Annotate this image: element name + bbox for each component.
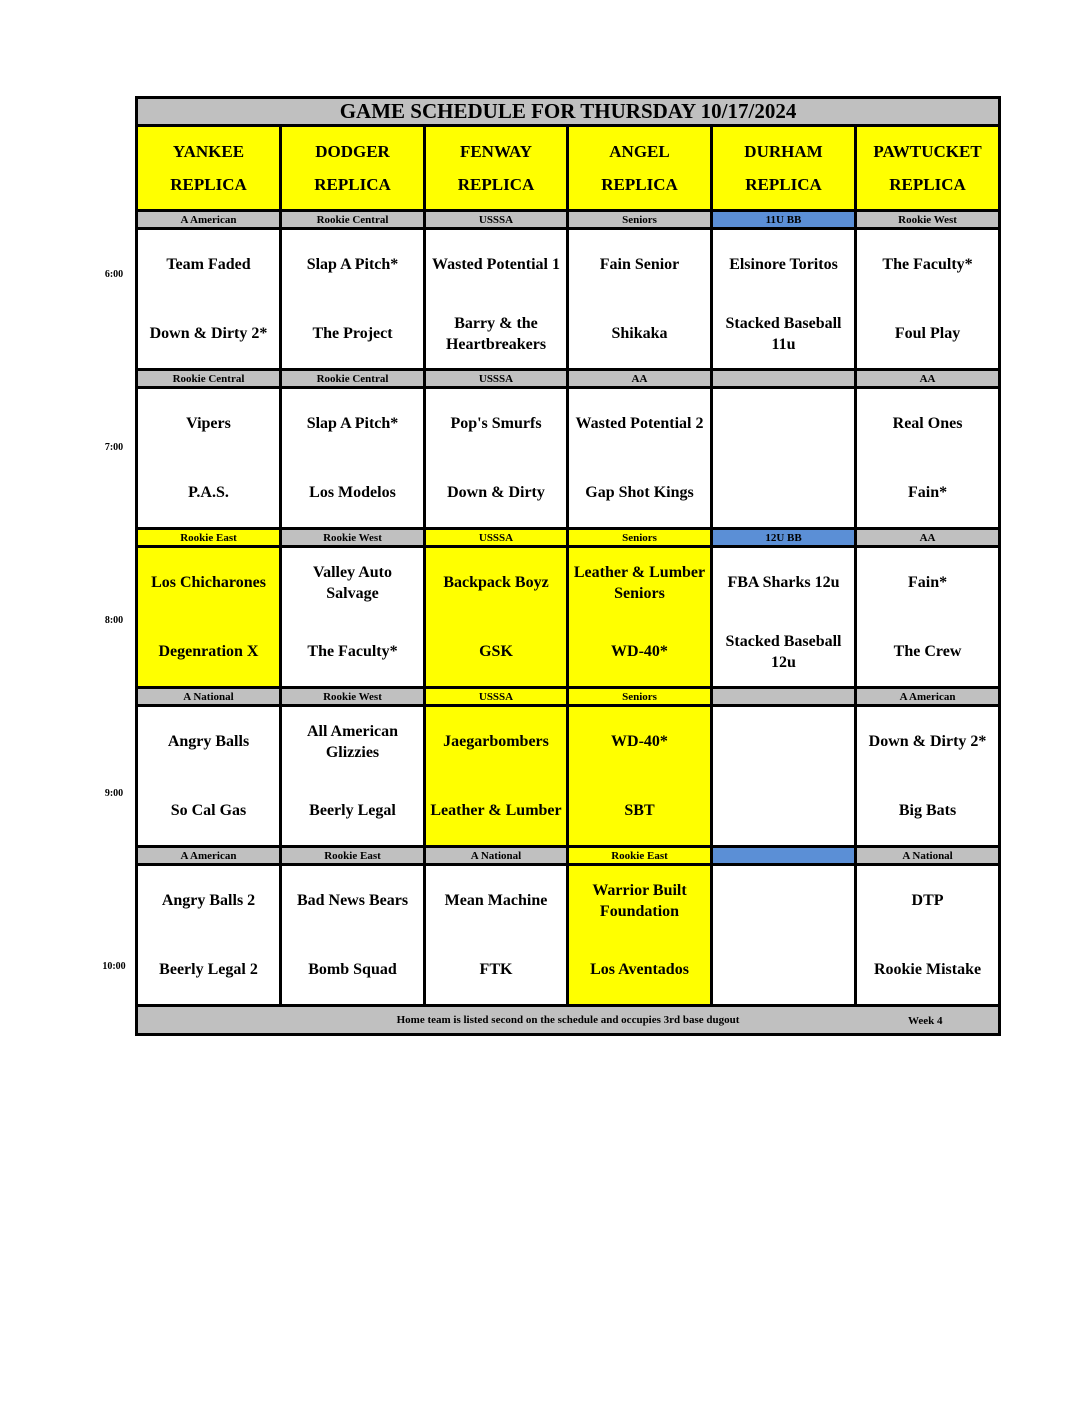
home-team: Gap Shot Kings <box>568 458 712 529</box>
home-team: SBT <box>568 776 712 847</box>
division-label: Rookie West <box>856 211 1000 229</box>
home-team: So Cal Gas <box>137 776 281 847</box>
home-team: The Faculty* <box>281 617 425 688</box>
field-header-fenway <box>425 126 568 211</box>
home-team: Shikaka <box>568 299 712 370</box>
field-sub: REPLICA <box>745 175 822 194</box>
field-header-angel <box>568 126 712 211</box>
division-label: A American <box>856 688 1000 706</box>
field-header-yankee <box>137 126 281 211</box>
home-team: Foul Play <box>856 299 1000 370</box>
away-team: Elsinore Toritos <box>712 229 856 300</box>
away-team: Jaegarbombers <box>425 706 568 777</box>
away-team: Valley Auto Salvage <box>281 547 425 618</box>
division-label: USSSA <box>425 370 568 388</box>
away-team: Backpack Boyz <box>425 547 568 618</box>
field-name: YANKEE <box>172 142 245 161</box>
home-team: The Project <box>281 299 425 370</box>
home-team: Down & Dirty <box>425 458 568 529</box>
time-column <box>0 0 130 1408</box>
home-team: GSK <box>425 617 568 688</box>
division-label: USSSA <box>425 529 568 547</box>
home-team: Barry & the Heartbreakers <box>425 299 568 370</box>
schedule-title: GAME SCHEDULE FOR THURSDAY 10/17/2024 <box>137 98 1000 126</box>
field-name: ANGEL <box>609 142 670 161</box>
field-name: FENWAY <box>459 142 533 161</box>
week-label: Week 4 <box>908 1015 943 1027</box>
away-team <box>712 865 856 936</box>
away-team: Slap A Pitch* <box>281 229 425 300</box>
field-sub: REPLICA <box>314 175 391 194</box>
division-label: AA <box>568 370 712 388</box>
home-team: Leather & Lumber <box>425 776 568 847</box>
home-team: The Crew <box>856 617 1000 688</box>
time-label: 10:00 <box>102 961 126 972</box>
division-label: Rookie Central <box>281 211 425 229</box>
away-team: Bad News Bears <box>281 865 425 936</box>
division-label: USSSA <box>425 211 568 229</box>
away-team <box>712 388 856 459</box>
division-label <box>712 688 856 706</box>
away-team: Angry Balls 2 <box>137 865 281 936</box>
away-team: Wasted Potential 2 <box>568 388 712 459</box>
division-label: Rookie West <box>281 688 425 706</box>
division-label: Rookie East <box>281 847 425 865</box>
field-name: DURHAM <box>744 142 823 161</box>
division-label: Seniors <box>568 688 712 706</box>
home-team: Los Aventados <box>568 935 712 1006</box>
home-team: Stacked Baseball 12u <box>712 617 856 688</box>
field-header-durham <box>712 126 856 211</box>
home-team: Big Bats <box>856 776 1000 847</box>
home-team: Bomb Squad <box>281 935 425 1006</box>
away-team: Team Faded <box>137 229 281 300</box>
time-label: 8:00 <box>104 615 124 626</box>
home-team: Down & Dirty 2* <box>137 299 281 370</box>
field-header-dodger <box>281 126 425 211</box>
away-team: WD-40* <box>568 706 712 777</box>
away-team: Warrior Built Foundation <box>568 865 712 936</box>
schedule-footer <box>137 1006 1000 1035</box>
division-label: Rookie Central <box>137 370 281 388</box>
away-team: Los Chicharones <box>137 547 281 618</box>
time-label: 6:00 <box>104 269 124 280</box>
home-team <box>712 935 856 1006</box>
division-label: A American <box>137 847 281 865</box>
division-label: Rookie West <box>281 529 425 547</box>
home-team: Rookie Mistake <box>856 935 1000 1006</box>
away-team: All American Glizzies <box>281 706 425 777</box>
away-team: Vipers <box>137 388 281 459</box>
division-label: A National <box>425 847 568 865</box>
division-label: 12U BB <box>712 529 856 547</box>
home-team: WD-40* <box>568 617 712 688</box>
away-team: Fain* <box>856 547 1000 618</box>
division-label: USSSA <box>425 688 568 706</box>
away-team: Angry Balls <box>137 706 281 777</box>
home-team: P.A.S. <box>137 458 281 529</box>
away-team: Mean Machine <box>425 865 568 936</box>
footer-note: Home team is listed second on the schedule and occupies 3rd base dugout <box>396 1014 740 1026</box>
division-label: 11U BB <box>712 211 856 229</box>
away-team: DTP <box>856 865 1000 936</box>
field-sub: REPLICA <box>601 175 678 194</box>
field-name: DODGER <box>315 142 390 161</box>
division-label: A National <box>856 847 1000 865</box>
division-label: Seniors <box>568 211 712 229</box>
division-label <box>712 370 856 388</box>
time-label: 9:00 <box>104 788 124 799</box>
field-header-pawtucket <box>856 126 1000 211</box>
home-team <box>712 776 856 847</box>
field-sub: REPLICA <box>170 175 247 194</box>
home-team: Fain* <box>856 458 1000 529</box>
division-label: Rookie East <box>137 529 281 547</box>
division-label: Rookie Central <box>281 370 425 388</box>
home-team: Degenration X <box>137 617 281 688</box>
division-label <box>712 847 856 865</box>
division-label: AA <box>856 529 1000 547</box>
division-label: Rookie East <box>568 847 712 865</box>
away-team: The Faculty* <box>856 229 1000 300</box>
division-label: A American <box>137 211 281 229</box>
field-sub: REPLICA <box>889 175 966 194</box>
home-team: Stacked Baseball 11u <box>712 299 856 370</box>
division-label: AA <box>856 370 1000 388</box>
away-team: Slap A Pitch* <box>281 388 425 459</box>
away-team: Wasted Potential 1 <box>425 229 568 300</box>
division-label: A National <box>137 688 281 706</box>
home-team: Los Modelos <box>281 458 425 529</box>
home-team: Beerly Legal <box>281 776 425 847</box>
home-team <box>712 458 856 529</box>
away-team: Real Ones <box>856 388 1000 459</box>
away-team: Fain Senior <box>568 229 712 300</box>
away-team: Down & Dirty 2* <box>856 706 1000 777</box>
field-sub: REPLICA <box>457 175 535 194</box>
away-team: FBA Sharks 12u <box>712 547 856 618</box>
home-team: Beerly Legal 2 <box>137 935 281 1006</box>
time-label: 7:00 <box>104 442 124 453</box>
division-label: Seniors <box>568 529 712 547</box>
away-team: Leather & Lumber Seniors <box>568 547 712 618</box>
home-team: FTK <box>425 935 568 1006</box>
schedule-table <box>135 96 1001 1036</box>
away-team <box>712 706 856 777</box>
field-name: PAWTUCKET <box>873 142 982 161</box>
away-team: Pop's Smurfs <box>425 388 568 459</box>
